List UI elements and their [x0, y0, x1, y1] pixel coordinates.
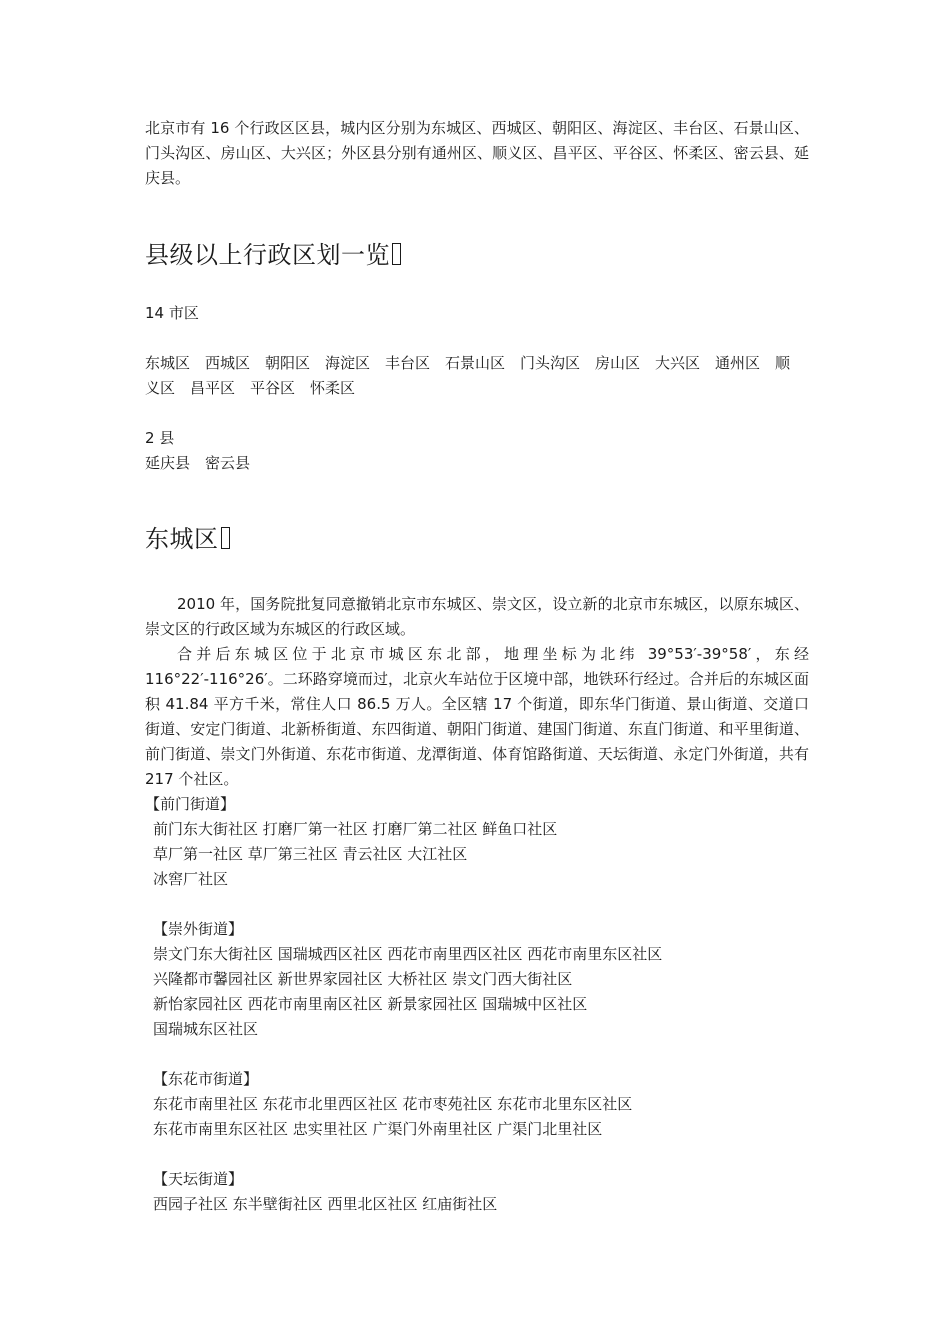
community-line: 冰窖厂社区	[153, 870, 229, 888]
community-line: 国瑞城东区社区	[153, 1020, 259, 1038]
community-line: 前门东大街社区 打磨厂第一社区 打磨厂第二社区 鲜鱼口社区	[153, 820, 558, 838]
section-heading-districts	[145, 238, 809, 272]
community-line: 新怡家园社区 西花市南里南区社区 新景家园社区 国瑞城中区社区	[153, 995, 588, 1013]
street-block-tiantan	[145, 1167, 809, 1217]
community-line: 东花市南里社区 东花市北里西区社区 花市枣苑社区 东花市北里东区社区	[153, 1095, 633, 1113]
street-title: 【前门街道】	[145, 795, 236, 813]
section-heading-text: 县级以上行政区划一览	[145, 241, 390, 269]
street-block-chongwai	[145, 917, 809, 1042]
community-line: 西园子社区 东半壁街社区 西里北区社区 红庙街社区	[153, 1195, 498, 1213]
dongcheng-paragraph-2: 合并后东城区位于北京市城区东北部，地理坐标为北纬 39°53′-39°58′，东经 116°22′-116°26′。二环路穿境而过，北京火车站位于区境中部，地铁环行经过。合并后的东城区面积 41.84 平方千米，常住人口 86.5 万人。全区辖 17 个街道，即东华门街道、景山街道、交道口街道、安定门街道、北新桥街道、东四街道、朝阳门街道、建国门街道、东直门街道、和平里街道、前门街道、崇文门外街道、东花市街道、龙潭街道、体育馆路街道、天坛街道、永定门外街道，共有 217 个社区。	[145, 645, 809, 788]
community-line: 东花市南里东区社区 忠实里社区 广渠门外南里社区 广渠门北里社区	[153, 1120, 603, 1138]
missing-glyph-box-icon	[392, 243, 401, 265]
missing-glyph-box-icon	[221, 527, 230, 549]
intro-paragraph: 北京市有 16 个行政区区县，城内区分别为东城区、西城区、朝阳区、海淀区、丰台区、石景山区、门头沟区、房山区、大兴区；外区县分别有通州区、顺义区、昌平区、平谷区、怀柔区、密云县、延庆县。	[145, 119, 809, 187]
document-page	[145, 112, 809, 1217]
counties-label: 2 县	[145, 429, 175, 447]
street-title: 【崇外街道】	[153, 920, 244, 938]
counties-list: 延庆县 密云县	[145, 454, 251, 472]
cities-list-line-2: 义区 昌平区 平谷区 怀柔区	[145, 379, 356, 397]
community-line: 草厂第一社区 草厂第三社区 青云社区 大江社区	[153, 845, 468, 863]
street-title: 【东花市街道】	[153, 1070, 259, 1088]
section-heading-dongcheng	[145, 522, 809, 556]
community-line: 崇文门东大街社区 国瑞城西区社区 西花市南里西区社区 西花市南里东区社区	[153, 945, 663, 963]
section-heading-text: 东城区	[145, 525, 219, 553]
cities-label: 14 市区	[145, 304, 199, 322]
street-title: 【天坛街道】	[153, 1170, 244, 1188]
street-block-donghuashi	[145, 1067, 809, 1142]
dongcheng-paragraph-1: 2010 年，国务院批复同意撤销北京市东城区、崇文区，设立新的北京市东城区，以原东城区、崇文区的行政区域为东城区的行政区域。	[145, 595, 809, 638]
community-line: 兴隆都市馨园社区 新世界家园社区 大桥社区 崇文门西大街社区	[153, 970, 573, 988]
cities-list-line-1: 东城区 西城区 朝阳区 海淀区 丰台区 石景山区 门头沟区 房山区 大兴区 通州区 顺	[145, 354, 791, 372]
street-block-qianmen	[145, 792, 809, 892]
